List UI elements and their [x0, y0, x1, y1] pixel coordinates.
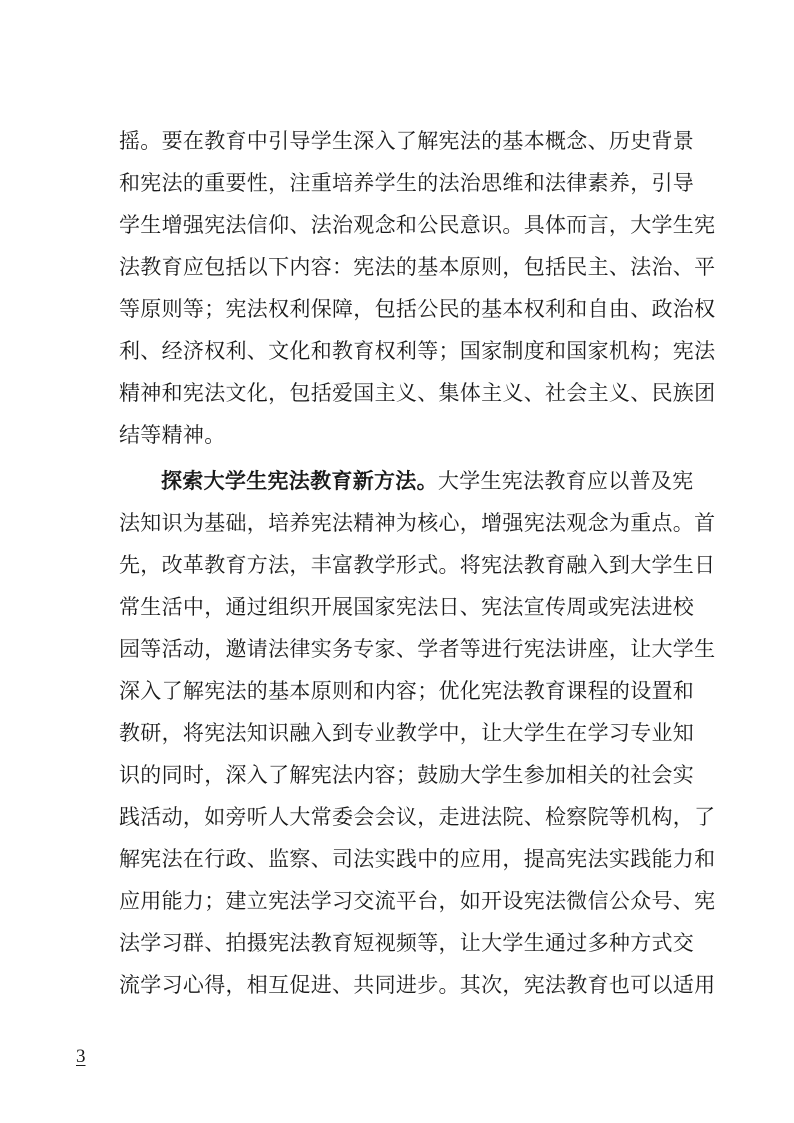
paragraph1-line: 精神和宪法文化，包括爱国主义、集体主义、社会主义、民族团: [119, 381, 716, 405]
paragraph1-line: 等原则等；宪法权利保障，包括公民的基本权利和自由、政治权: [119, 297, 716, 321]
paragraph2-line: 流学习心得，相互促进、共同进步。其次，宪法教育也可以适用: [119, 973, 716, 997]
paragraph1-line: 利、经济权利、文化和教育权利等；国家制度和国家机构；宪法: [119, 339, 716, 363]
paragraph2-line: 识的同时，深入了解宪法内容；鼓励大学生参加相关的社会实: [119, 763, 695, 787]
paragraph1-line: 结等精神。: [119, 423, 226, 447]
paragraph2-lead-heading: 探索大学生宪法教育新方法。: [161, 469, 438, 493]
paragraph2-line: 园等活动，邀请法律实务专家、学者等进行宪法讲座，让大学生: [119, 637, 716, 661]
paragraph1-line: 和宪法的重要性，注重培养学生的法治思维和法律素养，引导: [119, 171, 695, 195]
paragraph2-line: 法知识为基础，培养宪法精神为核心，增强宪法观念为重点。首: [119, 511, 716, 535]
paragraph2-first-line: [161, 460, 694, 502]
paragraph2-line: 常生活中，通过组织开展国家宪法日、宪法宣传周或宪法进校: [119, 595, 695, 619]
page-number: 3: [76, 1046, 86, 1067]
paragraph2-first-line-rest: 大学生宪法教育应以普及宪: [437, 469, 694, 493]
paragraph1-line: 法教育应包括以下内容：宪法的基本原则，包括民主、法治、平: [119, 255, 716, 279]
paragraph2-line: 应用能力；建立宪法学习交流平台，如开设宪法微信公众号、宪: [119, 889, 716, 913]
paragraph2-line: 深入了解宪法的基本原则和内容；优化宪法教育课程的设置和: [119, 679, 695, 703]
paragraph2-line: 法学习群、拍摄宪法教育短视频等，让大学生通过多种方式交: [119, 931, 695, 955]
paragraph2-line: 教研，将宪法知识融入到专业教学中，让大学生在学习专业知: [119, 721, 695, 745]
paragraph1-line: 摇。要在教育中引导学生深入了解宪法的基本概念、历史背景: [119, 129, 695, 153]
paragraph1-line: 学生增强宪法信仰、法治观念和公民意识。具体而言，大学生宪: [119, 213, 716, 237]
paragraph2-line: 解宪法在行政、监察、司法实践中的应用，提高宪法实践能力和: [119, 847, 716, 871]
paragraph2-line: 先，改革教育方法，丰富教学形式。将宪法教育融入到大学生日: [119, 553, 716, 577]
paragraph2-line: 践活动，如旁听人大常委会会议，走进法院、检察院等机构，了: [119, 805, 716, 829]
